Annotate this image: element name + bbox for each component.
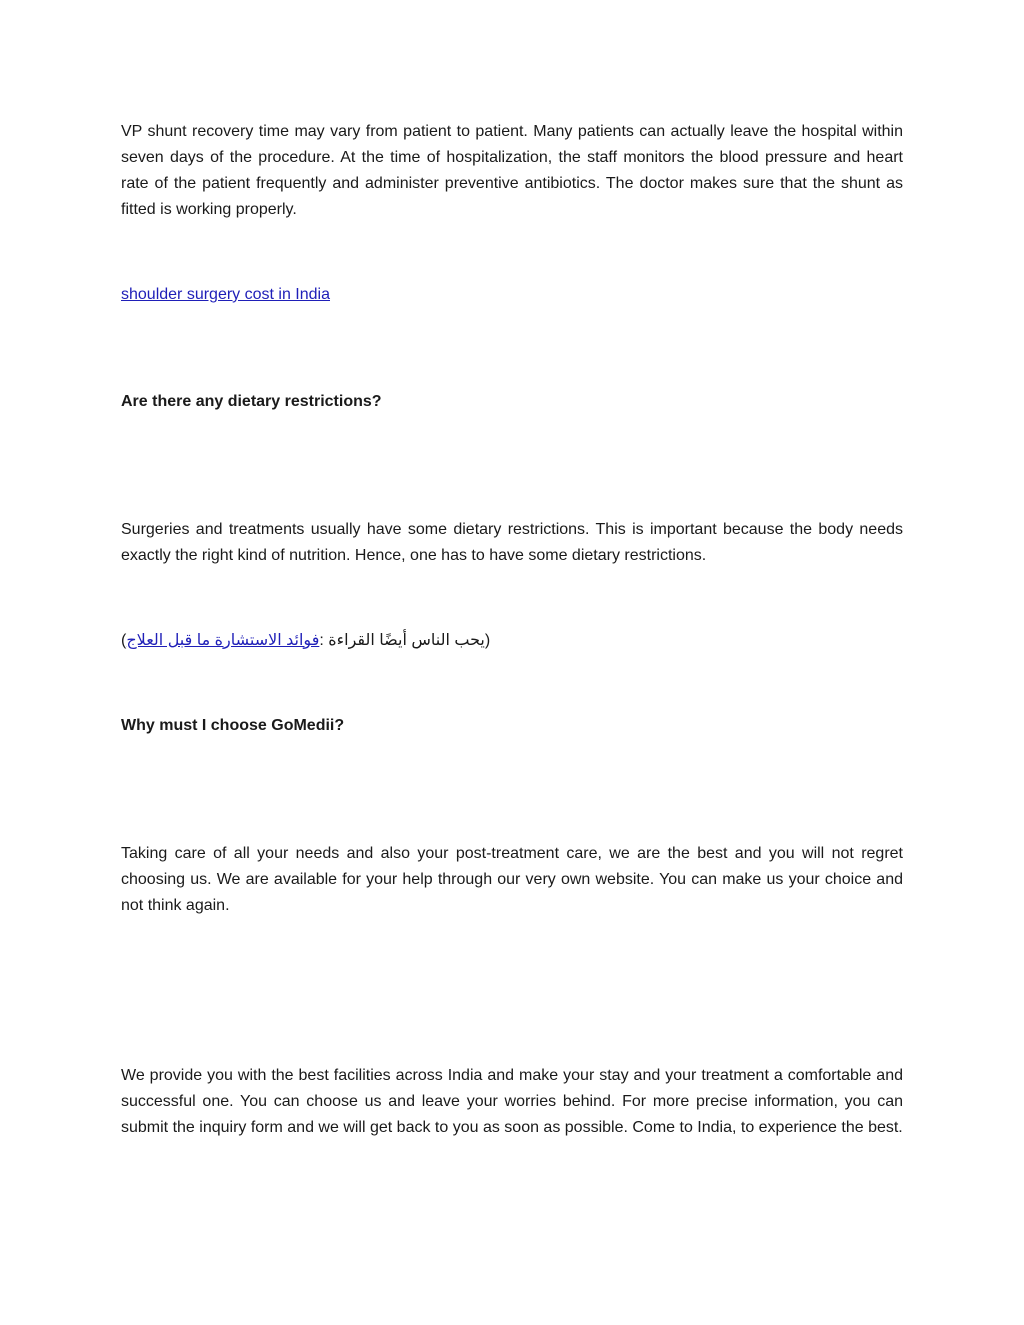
why-gomedii-heading: Why must I choose GoMedii?: [121, 717, 345, 734]
shoulder-link-line: [121, 282, 903, 308]
shoulder-surgery-link[interactable]: shoulder surgery cost in India: [121, 286, 330, 303]
consultation-benefits-link[interactable]: فوائد الاستشارة ما قبل العلاج: [126, 632, 320, 649]
dietary-heading: Are there any dietary restrictions?: [121, 393, 382, 410]
also-read-prefix: يحب الناس أيضًا القراءة :: [319, 632, 485, 649]
also-read-line: [121, 628, 491, 654]
facilities-paragraph: We provide you with the best facilities across India and make your stay and your treatment a comfortable and successful one. You can choose us and leave your worries behind. For more precise information, you can submit the inquiry form and we will get back to you as soon as possible. Come to India, to experience the best.: [121, 1067, 903, 1136]
open-paren: (: [484, 632, 491, 649]
dietary-paragraph: Surgeries and treatments usually have some dietary restrictions. This is important because the body needs exactly the right kind of nutrition. Hence, one has to have some dietary restrictions.: [121, 521, 903, 564]
care-paragraph: Taking care of all your needs and also your post-treatment care, we are the best and you will not regret choosing us. We are available for your help through our very own website. You can make us your choice and not think again.: [121, 845, 903, 914]
recovery-paragraph: VP shunt recovery time may vary from patient to patient. Many patients can actually leave the hospital within seven days of the procedure. At the time of hospitalization, the staff monitors the blood pressure and heart rate of the patient frequently and administer preventive antibiotics. The doctor makes sure that the shunt as fitted is working properly.: [121, 123, 903, 218]
close-paren: ): [121, 632, 127, 649]
also-read-text: [121, 628, 490, 654]
